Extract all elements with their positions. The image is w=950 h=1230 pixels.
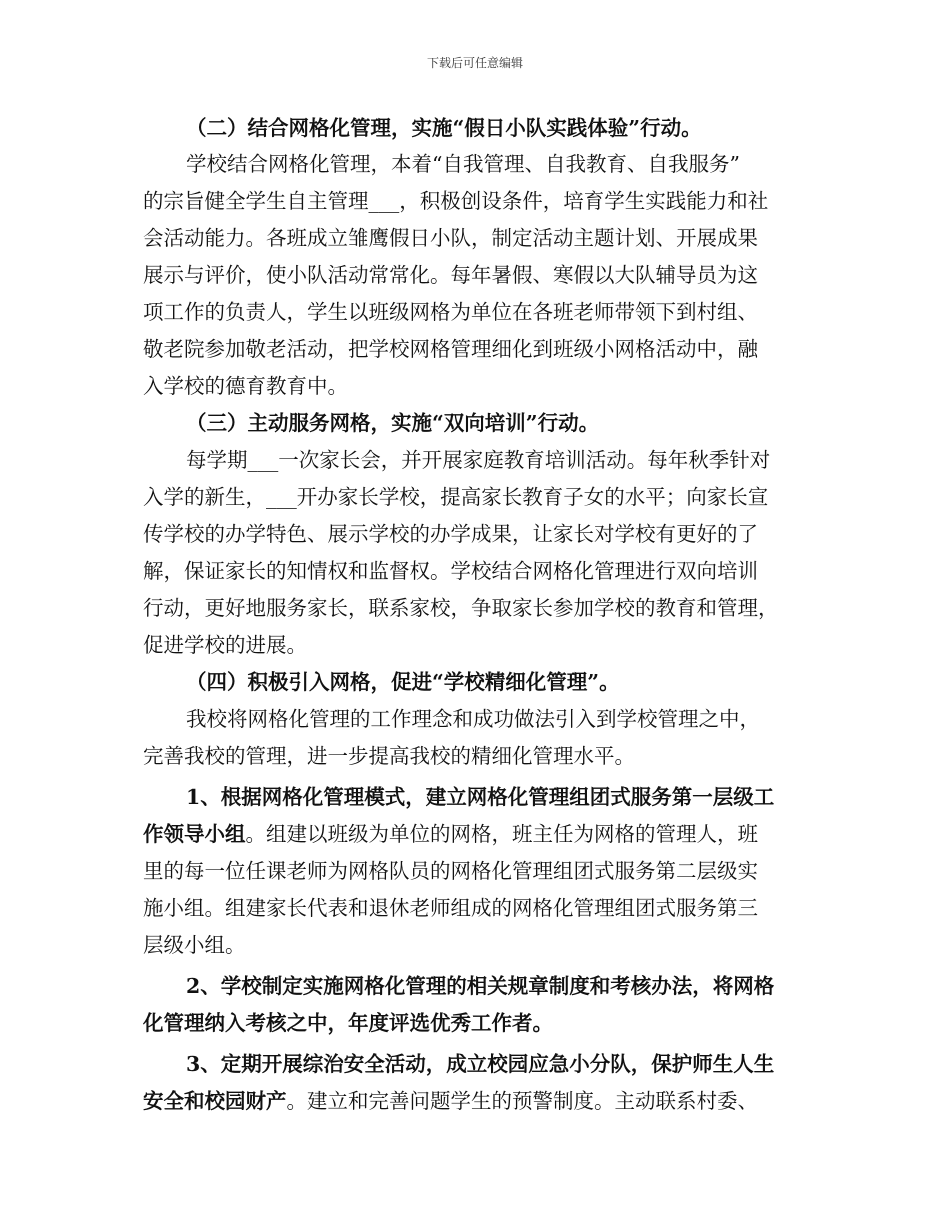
paragraph-line: 入学校的德育教育中。 [143, 374, 348, 398]
section-heading-3: （三）主动服务网格，实施“双向培训”行动。 [186, 411, 600, 435]
paragraph-line: 项工作的负责人，学生以班级网格为单位在各班老师带领下到村组、 [143, 300, 758, 324]
bold-phrase: 作领导小组 [143, 822, 246, 846]
item-2-heading: 2、学校制定实施网格化管理的相关规章制度和考核办法，将网格 [186, 974, 775, 998]
paragraph-line: 行动，更好地服务家长，联系家校，争取家长参加学校的教育和管理， [143, 596, 779, 620]
paragraph-line: 层级小组。 [143, 933, 246, 957]
item-3-heading: 3、定期开展综治安全活动，成立校园应急小分队，保护师生人生 [186, 1052, 775, 1076]
paragraph-line: 解，保证家长的知情权和监督权。学校结合网格化管理进行双向培训 [143, 559, 758, 583]
page-header: 下载后可任意编辑 [426, 56, 523, 70]
paragraph-line: 促进学校的进展。 [143, 633, 307, 657]
paragraph-line: 的宗旨健全学生自主管理___，积极创设条件，培育学生实践能力和社 [143, 189, 769, 213]
bold-phrase: 安全和校园财产 [143, 1089, 287, 1113]
paragraph-line: 会活动能力。各班成立雏鹰假日小队，制定活动主题计划、开展成果 [143, 226, 758, 250]
paragraph-line: 展示与评价，使小队活动常常化。每年暑假、寒假以大队辅导员为这 [143, 263, 758, 287]
paragraph-line: 敬老院参加敬老活动，把学校网格管理细化到班级小网格活动中，融 [143, 337, 758, 361]
paragraph-line: 完善我校的管理，进一步提高我校的精细化管理水平。 [143, 744, 635, 768]
paragraph-line: 化管理纳入考核之中，年度评选优秀工作者。 [143, 1011, 553, 1035]
paragraph-line-mixed [143, 819, 815, 849]
paragraph-line-mixed [143, 1086, 815, 1116]
paragraph-line: 我校将网格化管理的工作理念和成功做法引入到学校管理之中， [186, 707, 760, 731]
paragraph-line: 学校结合网格化管理，本着“自我管理、自我教育、自我服务” [186, 152, 740, 176]
paragraph-line: 施小组。组建家长代表和退休老师组成的网格化管理组团式服务第三 [143, 896, 758, 920]
regular-phrase: 。组建以班级为单位的网格，班主任为网格的管理人，班 [245, 822, 758, 846]
item-1-heading: 1、根据网格化管理模式，建立网格化管理组团式服务第一层级工 [186, 785, 775, 809]
paragraph-line: 里的每一位任课老师为网格队员的网格化管理组团式服务第二层级实 [143, 859, 758, 883]
section-heading-2: （二）结合网格化管理，实施“假日小队实践体验”行动。 [186, 116, 702, 140]
paragraph-line: 入学的新生，___开办家长学校，提高家长教育子女的水平；向家长宣 [143, 485, 769, 509]
section-heading-4: （四）积极引入网格，促进“学校精细化管理”。 [186, 670, 620, 694]
paragraph-line: 每学期___一次家长会，并开展家庭教育培训活动。每年秋季针对 [186, 448, 771, 472]
regular-phrase: 。建立和完善问题学生的预警制度。主动联系村委、 [286, 1089, 758, 1113]
paragraph-line: 传学校的办学特色、展示学校的办学成果，让家长对学校有更好的了 [143, 522, 758, 546]
